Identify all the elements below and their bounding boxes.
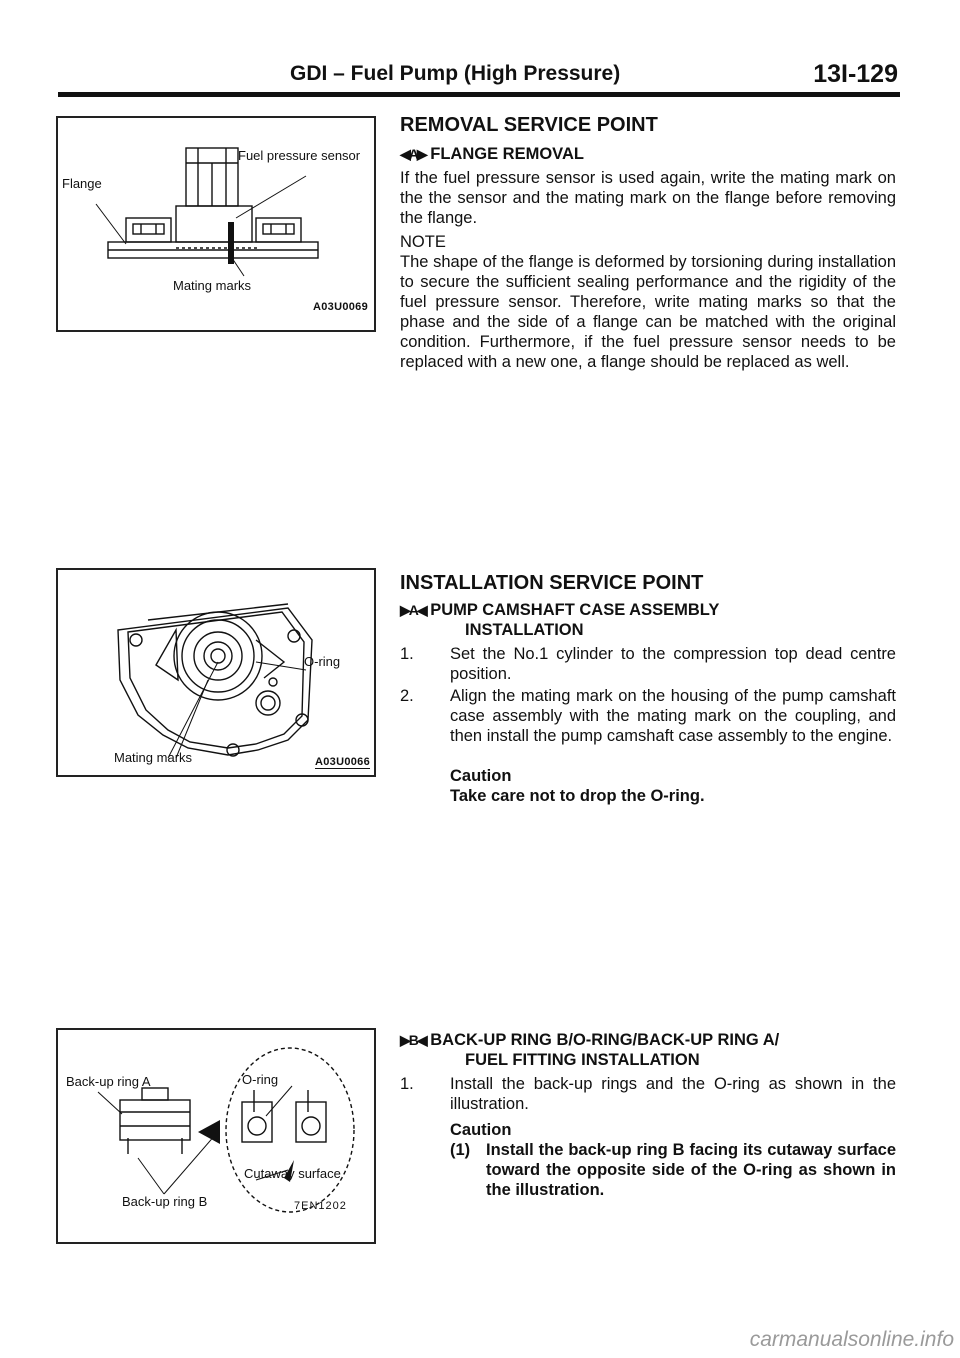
caution-label: Caution	[450, 1121, 512, 1139]
label-o-ring: O-ring	[242, 1072, 279, 1087]
installation-subtitle-1: PUMP CAMSHAFT CASE ASSEMBLY	[430, 601, 720, 619]
list-item: 1. Install the back-up rings and the O-ring as shown in the illustration.	[400, 1075, 896, 1113]
backup-ring-figure	[56, 1028, 376, 1244]
label-mating-marks: Mating marks	[173, 278, 252, 293]
removal-subtitle: FLANGE REMOVAL	[430, 145, 584, 163]
label-cutaway-surface: Cutaway surface	[244, 1166, 341, 1181]
label-o-ring: O-ring	[304, 654, 341, 669]
figure-id: A03U0069	[313, 301, 368, 313]
page-header-title: GDI – Fuel Pump (High Pressure)	[290, 62, 621, 85]
label-flange: Flange	[62, 176, 102, 191]
camshaft-figure	[56, 568, 376, 777]
note-label: NOTE	[400, 233, 446, 251]
label-mating-marks: Mating marks	[114, 750, 193, 765]
note-text: The shape of the flange is deformed by torsioning during installation to secure the sufficient sealing performance and the rigidity of the fuel pressure sensor. Therefore, write mating marks so that the phase and the side of a flange can be matched with the original condition. Furthermore, if the fuel pressure sensor needs to be replaced with a new one, a flange should be replaced as well.	[400, 253, 896, 371]
camshaft-illustration	[58, 570, 374, 775]
backup-subheading	[400, 1030, 779, 1070]
caution-item: (1) Install the back-up ring B facing its cutaway surface toward the opposite side of the O-ring as shown in the illustration.	[450, 1141, 896, 1199]
label-fuel-pressure-sensor: Fuel pressure sensor	[238, 148, 361, 163]
header-rule	[58, 92, 900, 97]
figure-id: 7EN1202	[294, 1200, 347, 1212]
installation-marker: ▶A◀	[400, 602, 426, 618]
watermark: carmanualsonline.info	[749, 1328, 954, 1351]
installation-caution	[450, 766, 896, 806]
label-back-up-ring-a: Back-up ring A	[66, 1074, 151, 1089]
figure-id: A03U0066	[315, 756, 370, 768]
installation-heading: INSTALLATION SERVICE POINT	[400, 572, 704, 594]
backup-steps	[400, 1074, 896, 1116]
caution-label: Caution	[450, 767, 512, 785]
installation-subtitle-2: INSTALLATION	[465, 621, 584, 639]
page-number: 13I-129	[813, 60, 898, 88]
removal-paragraph: If the fuel pressure sensor is used again, write the mating mark on the the sensor and the mating mark on the flange before removing the flange.	[400, 169, 896, 227]
note-block	[400, 232, 896, 372]
installation-steps	[400, 644, 896, 748]
label-back-up-ring-b: Back-up ring B	[122, 1194, 208, 1209]
list-item: 1. Set the No.1 cylinder to the compression top dead centre position.	[400, 645, 896, 683]
backup-caution	[450, 1120, 896, 1200]
flange-figure	[56, 116, 376, 332]
backup-subtitle-1: BACK-UP RING B/O-RING/BACK-UP RING A/	[430, 1031, 780, 1049]
backup-marker: ▶B◀	[400, 1032, 426, 1048]
backup-subtitle-2: FUEL FITTING INSTALLATION	[465, 1051, 700, 1069]
removal-heading: REMOVAL SERVICE POINT	[400, 114, 658, 136]
installation-subheading	[400, 600, 719, 640]
removal-marker: ◀A▶	[400, 146, 426, 162]
removal-subheading	[400, 144, 584, 164]
caution-text: Take care not to drop the O-ring.	[450, 787, 705, 805]
list-item: 2. Align the mating mark on the housing of the pump camshaft case assembly with the mating mark on the coupling, and then install the pump camshaft case assembly to the engine.	[400, 687, 896, 745]
